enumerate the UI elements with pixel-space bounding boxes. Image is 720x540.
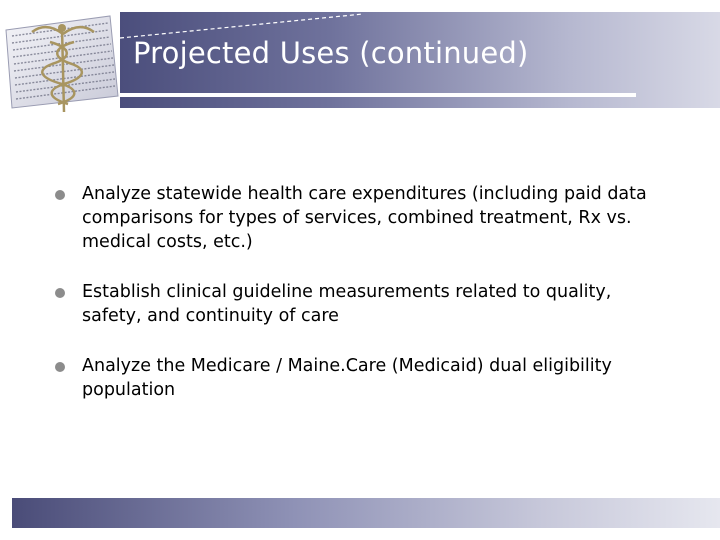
bullet-dot-icon [55,362,65,372]
bullet-dot-icon [55,190,65,200]
bullet-text: Analyze statewide health care expenditures (including paid data comparisons for types of services, combined treatment, Rx vs. medical costs, etc.) [82,184,647,252]
list-item [55,280,675,328]
list-item [55,354,675,402]
caduceus-newspaper-logo-icon [0,12,125,120]
bullet-text: Analyze the Medicare / Maine.Care (Medicaid) dual eligibility population [82,356,612,400]
bullet-text: Establish clinical guideline measurements related to quality, safety, and continuity of care [82,282,612,326]
slide-title: Projected Uses (continued) [133,36,529,70]
footer-banner [12,498,720,528]
title-underline [120,93,636,97]
bullet-list [55,182,675,428]
list-item [55,182,675,254]
bullet-dot-icon [55,288,65,298]
